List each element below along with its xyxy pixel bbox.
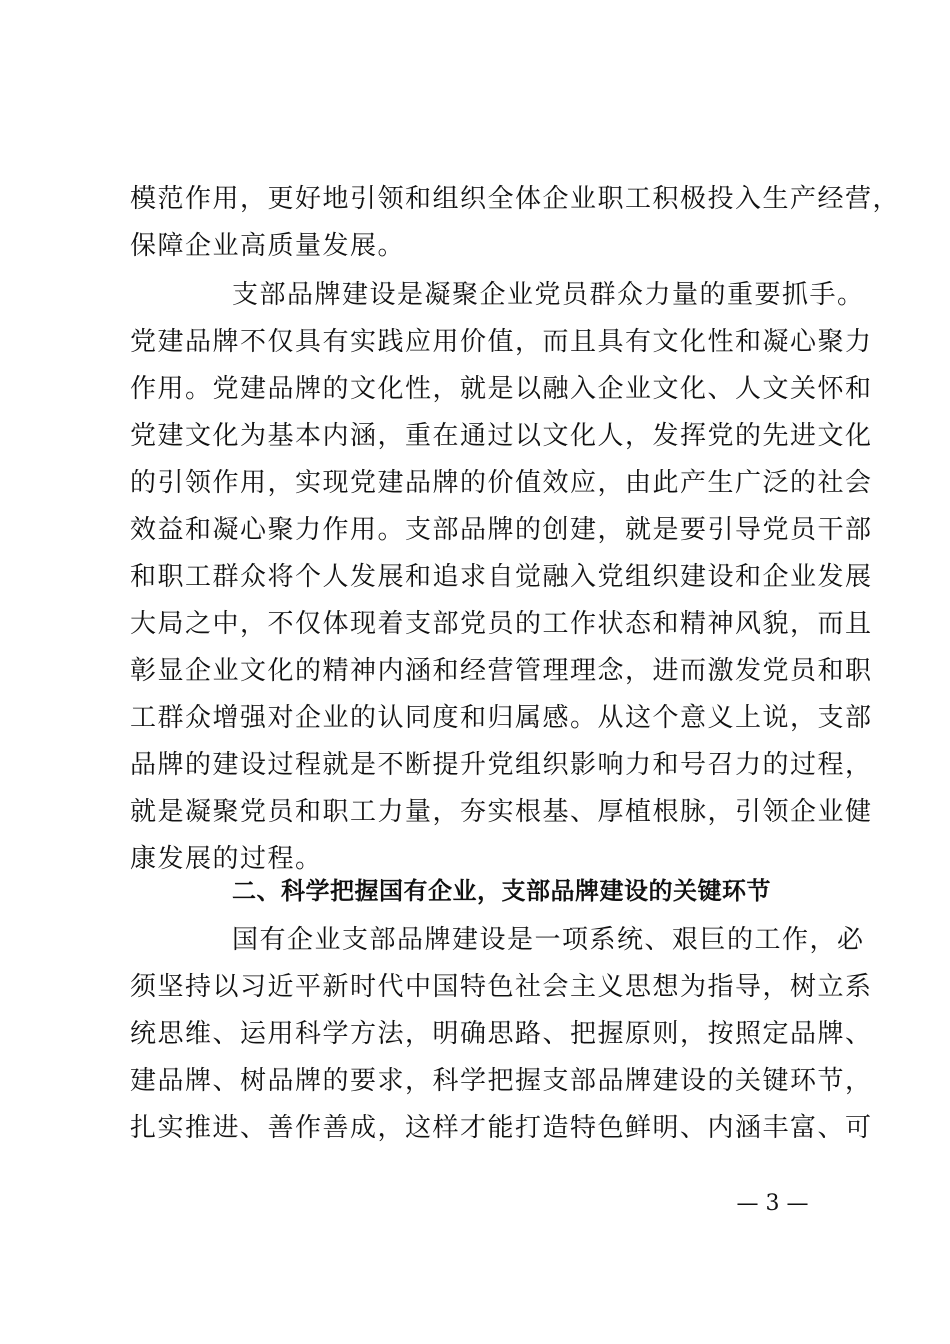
text-line: 效益和凝心聚力作用。支部品牌的创建，就是要引导党员干部 xyxy=(130,515,873,545)
text-line: 品牌的建设过程就是不断提升党组织影响力和号召力的过程， xyxy=(130,750,873,780)
text-line: 统思维、运用科学方法，明确思路、把握原则，按照定品牌、 xyxy=(130,1019,873,1049)
text-line: 建品牌、树品牌的要求，科学把握支部品牌建设的关键环节， xyxy=(130,1066,873,1096)
text-line: 须坚持以习近平新时代中国特色社会主义思想为指导，树立系 xyxy=(130,972,873,1002)
text-line: 就是凝聚党员和职工力量，夯实根基、厚植根脉，引领企业健 xyxy=(130,797,873,827)
text-line: 支部品牌建设是凝聚企业党员群众力量的重要抓手。 xyxy=(232,280,865,310)
text-line: 和职工群众将个人发展和追求自觉融入党组织建设和企业发展 xyxy=(130,562,873,592)
text-line: 模范作用，更好地引领和组织全体企业职工积极投入生产经营， xyxy=(130,184,901,214)
page-number: — 3 — xyxy=(736,1191,809,1216)
text-line: 康发展的过程。 xyxy=(130,844,323,874)
text-line: 党建品牌不仅具有实践应用价值，而且具有文化性和凝心聚力 xyxy=(130,327,873,357)
section-heading: 二、科学把握国有企业，支部品牌建设的关键环节 xyxy=(232,877,771,905)
text-line: 工群众增强对企业的认同度和归属感。从这个意义上说，支部 xyxy=(130,703,873,733)
text-line: 大局之中，不仅体现着支部党员的工作状态和精神风貌，而且 xyxy=(130,609,873,639)
text-line: 党建文化为基本内涵，重在通过以文化人，发挥党的先进文化 xyxy=(130,421,873,451)
text-line: 扎实推进、善作善成，这样才能打造特色鲜明、内涵丰富、可 xyxy=(130,1113,873,1143)
text-line: 的引领作用，实现党建品牌的价值效应，由此产生广泛的社会 xyxy=(130,468,873,498)
text-line: 国有企业支部品牌建设是一项系统、艰巨的工作，必 xyxy=(232,925,865,955)
text-line: 作用。党建品牌的文化性，就是以融入企业文化、人文关怀和 xyxy=(130,374,873,404)
text-line: 彰显企业文化的精神内涵和经营管理理念，进而激发党员和职 xyxy=(130,656,873,686)
text-line: 保障企业高质量发展。 xyxy=(130,231,406,261)
